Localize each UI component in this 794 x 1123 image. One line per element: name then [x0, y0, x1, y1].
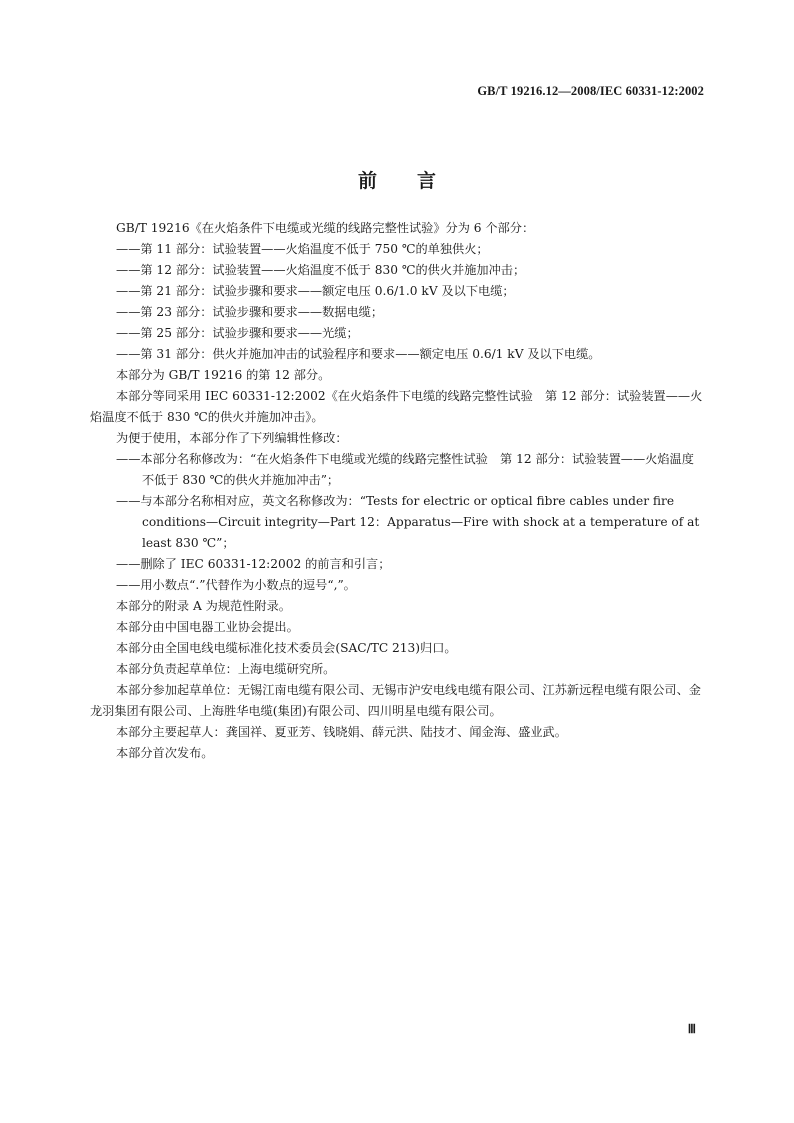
- paragraph: 为便于使用，本部分作了下列编辑性修改：: [116, 431, 348, 445]
- list-item: ——第 25 部分：试验步骤和要求——光缆；: [116, 326, 359, 340]
- list-item: ——第 12 部分：试验装置——火焰温度不低于 830 ℃的供火并施加冲击；: [116, 263, 526, 277]
- list-item: ——用小数点“.”代替作为小数点的逗号“,”。: [116, 578, 356, 592]
- standard-code: GB/T 19216.12—2008/IEC 60331-12:2002: [477, 84, 704, 98]
- paragraph: 本部分主要起草人：龚国祥、夏亚芳、钱晓娟、薛元洪、陆技才、闻金海、盛业武。: [116, 725, 567, 739]
- list-item: ——本部分名称修改为：“在火焰条件下电缆或光缆的线路完整性试验 第 12 部分：试验装置——火焰温度不低于 830 ℃的供火并施加冲击”；: [116, 452, 694, 487]
- list-item: ——第 23 部分：试验步骤和要求——数据电缆；: [116, 305, 384, 319]
- paragraph: 本部分由全国电线电缆标准化技术委员会(SAC/TC 213)归口。: [116, 641, 457, 655]
- paragraph: 本部分由中国电器工业协会提出。: [116, 620, 299, 634]
- list-item: ——与本部分名称相对应，英文名称修改为：“Tests for electric or optical fibre cables under fire conditions—Circuit integrity—Part 12：Apparatus—Fire with shock at a temperature of at least 830 ℃”；: [116, 494, 700, 550]
- list-item: ——第 21 部分：试验步骤和要求——额定电压 0.6/1.0 kV 及以下电缆；: [116, 284, 515, 298]
- page-title: 前言: [357, 169, 476, 192]
- paragraph: 本部分的附录 A 为规范性附录。: [116, 599, 291, 613]
- paragraph: 本部分负责起草单位：上海电缆研究所。: [116, 662, 336, 676]
- paragraph: 本部分首次发布。: [116, 746, 214, 760]
- page-number: Ⅲ: [687, 1022, 696, 1036]
- list-item: ——删除了 IEC 60331-12:2002 的前言和引言；: [116, 557, 391, 571]
- paragraph: 本部分参加起草单位：无锡江南电缆有限公司、无锡市沪安电线电缆有限公司、江苏新远程电缆有限公司、金龙羽集团有限公司、上海胜华电缆(集团)有限公司、四川明星电缆有限公司。: [90, 683, 701, 718]
- paragraph: GB/T 19216《在火焰条件下电缆或光缆的线路完整性试验》分为 6 个部分：: [116, 221, 535, 235]
- paragraph: 本部分为 GB/T 19216 的第 12 部分。: [116, 368, 331, 382]
- foreword-body: [90, 218, 706, 764]
- paragraph: 本部分等同采用 IEC 60331-12:2002《在火焰条件下电缆的线路完整性试验 第 12 部分：试验装置——火焰温度不低于 830 ℃的供火并施加冲击》。: [90, 389, 703, 424]
- list-item: ——第 11 部分：试验装置——火焰温度不低于 750 ℃的单独供火；: [116, 242, 489, 256]
- list-item: ——第 31 部分：供火并施加冲击的试验程序和要求——额定电压 0.6/1 kV 及以下电缆。: [116, 347, 601, 361]
